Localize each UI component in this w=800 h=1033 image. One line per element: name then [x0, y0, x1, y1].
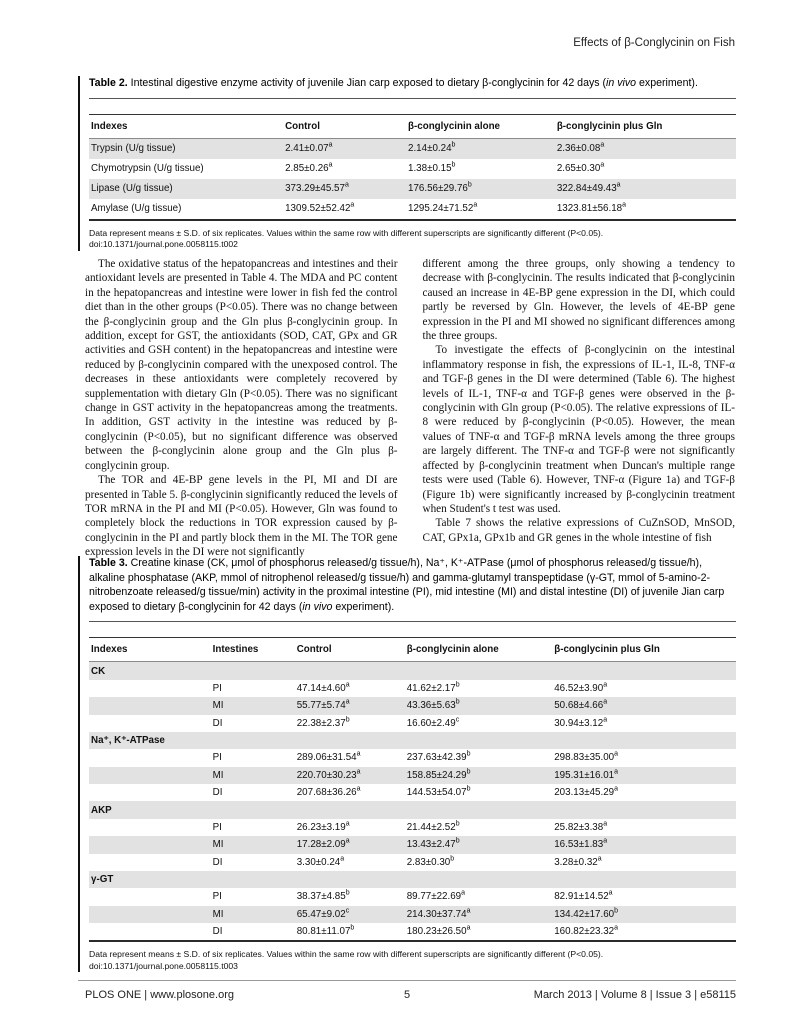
cell-value: 22.38±2.37$^b$ [296, 716, 350, 729]
table2 [89, 114, 736, 221]
footer-journal: PLOS ONE | www.plosone.org [85, 989, 234, 1001]
cell-value: 144.53±54.07$^b$ [406, 785, 471, 799]
table2-footnote: Data represent means ± S.D. of six replicates. Values within the same row with different superscripts are significantly different (P<0.05). [89, 227, 604, 238]
cell-value: 2.14±0.24$^b$ [408, 141, 456, 155]
intestine-label: PI [212, 821, 222, 833]
table3-caption [89, 556, 736, 614]
intestine-label: DI [212, 717, 223, 729]
footer-rule [78, 980, 736, 981]
column-header-control: Control [283, 114, 406, 138]
column-header-indexes: Indexes [89, 638, 211, 662]
table3 [89, 637, 736, 942]
group-row [89, 662, 736, 680]
cell-value: 46.52±3.90$^a$ [554, 681, 608, 694]
cell-value: 17.28±2.09$^a$ [296, 838, 350, 851]
table2-caption-suffix: experiment). [636, 77, 698, 89]
page-footer [78, 980, 736, 1001]
group-label: γ-GT [91, 874, 114, 886]
intestine-label: MI [212, 908, 224, 920]
cell-value: 237.63±42.39$^b$ [406, 751, 471, 764]
group-row [89, 801, 736, 818]
cell-value: 3.28±0.32$^a$ [554, 855, 602, 868]
row-label: Amylase (U/g tissue) [89, 199, 283, 220]
table-row [89, 715, 736, 732]
paragraph: To investigate the effects of β-conglycinin on the intestinal inflammatory response in fish, the expressions of IL-1, IL-8, TNF-α and TGF-β genes in the DI were determined (Table 6). The highest levels of IL-1, TNF-α and TGF-β genes were observed in the β-conglycinin with Gln group (P<0.05). The relative expressions of IL-8 were reduced by β-conglycinin (P<0.05). However, the mean values of TNF-α and TGF-β mRNA levels among the three groups are largely different. The TNF-α and TGF-β were not significantly affected by β-conglycinin treatment when Duncan's multiple range tests were used (Table 6). However, TNF-α (Figure 1a) and TGF-β (Figure 1b) were significantly increased by β-conglycinin treatment when Student's t test was used. [422, 344, 735, 515]
paragraph: Table 7 shows the relative expressions of CuZnSOD, MnSOD, CAT, GPx1a, GPx1b and GR genes in the whole intestine of fish [422, 517, 735, 544]
cell-value: 2.65±0.30$^a$ [556, 161, 605, 175]
table-row [89, 697, 736, 714]
table-row [89, 836, 736, 853]
group-row [89, 871, 736, 888]
cell-value: 65.47±9.02$^c$ [296, 907, 350, 920]
table3-footnote: Data represent means ± S.D. of six replicates. Values within the same row with different superscripts are significantly different (P<0.05). [89, 949, 604, 960]
cell-value: 1323.81±56.18$^a$ [555, 199, 736, 220]
intestine-label: PI [212, 682, 222, 694]
cell-value: 16.60±2.49$^c$ [406, 716, 460, 729]
table2-caption-italic: in vivo [606, 77, 637, 89]
cell-value: 2.83±0.30$^b$ [406, 855, 455, 868]
footer-page-number: 5 [403, 989, 411, 1001]
table2-caption-label: Table 2. [89, 77, 128, 89]
cell-value: 160.82±23.32$^a$ [552, 923, 736, 941]
cell-value: 289.06±31.54$^a$ [296, 751, 361, 764]
cell-value: 195.31±16.01$^a$ [554, 768, 618, 781]
running-title: Effects of β-Conglycinin on Fish [573, 37, 735, 49]
table-row [89, 906, 736, 923]
cell-value: 16.53±1.83$^a$ [554, 838, 608, 851]
cell-value: 89.77±22.69$^a$ [406, 890, 466, 903]
intestine-label: MI [212, 769, 224, 781]
group-label: AKP [91, 804, 112, 816]
group-label: CK [91, 665, 106, 677]
body-left-column [85, 257, 398, 560]
cell-value: 2.36±0.08$^a$ [556, 141, 605, 155]
cell-value: 2.41±0.07$^a$ [285, 141, 333, 155]
cell-value: 41.62±2.17$^b$ [406, 681, 460, 694]
table-row [89, 767, 736, 784]
cell-value: 55.77±5.74$^a$ [296, 699, 350, 712]
table3-doi: doi:10.1371/journal.pone.0058115.t003 [89, 960, 238, 971]
column-header-alone: β-conglycinin alone [405, 638, 553, 662]
table2-doi: doi:10.1371/journal.pone.0058115.t002 [89, 239, 238, 250]
cell-value: 203.13±45.29$^a$ [554, 785, 618, 799]
footer-issue-info: March 2013 | Volume 8 | Issue 3 | e58115 [533, 989, 736, 1001]
table3-caption-label: Table 3. [89, 557, 128, 569]
table-row [89, 199, 736, 220]
intestine-label: MI [212, 839, 224, 851]
table-row [89, 179, 736, 199]
intestine-label: DI [212, 856, 223, 868]
cell-value: 47.14±4.60$^a$ [296, 681, 350, 694]
table-row [89, 819, 736, 836]
row-label: Lipase (U/g tissue) [91, 183, 173, 195]
body-text [85, 257, 735, 560]
table-row [89, 680, 736, 697]
column-header-control: Control [295, 638, 405, 662]
table-row [89, 923, 736, 941]
cell-value: 21.44±2.52$^b$ [406, 820, 460, 833]
cell-value: 30.94±3.12$^a$ [554, 716, 608, 729]
intestine-label: MI [212, 700, 224, 712]
table3-block [78, 556, 736, 972]
column-header-plus-gln: β-conglycinin plus Gln [555, 114, 736, 138]
cell-value: 82.91±14.52$^a$ [554, 890, 613, 903]
group-label: Na⁺, K⁺-ATPase [91, 735, 165, 747]
table3-header-row [89, 638, 736, 662]
cell-value: 214.30±37.74$^a$ [406, 907, 471, 920]
table-row [89, 159, 736, 179]
intestine-label: DI [211, 923, 295, 941]
cell-value: 220.70±30.23$^a$ [296, 768, 361, 781]
cell-value: 373.29±45.57$^a$ [285, 181, 349, 195]
cell-value: 38.37±4.85$^b$ [296, 890, 350, 903]
cell-value: 158.85±24.29$^b$ [406, 768, 471, 781]
column-header-indexes: Indexes [89, 114, 283, 138]
column-header-plus-gln: β-conglycinin plus Gln [552, 638, 736, 662]
intestine-label: PI [212, 752, 222, 764]
body-right-column [423, 257, 736, 560]
table2-caption [89, 76, 736, 91]
cell-value: 25.82±3.38$^a$ [554, 820, 608, 833]
table2-caption-text: Intestinal digestive enzyme activity of juvenile Jian carp exposed to dietary β-conglycinin for 42 days ( [130, 77, 607, 89]
table2-header-row [89, 114, 736, 138]
row-label: Chymotrypsin (U/g tissue) [91, 163, 204, 175]
table-row [89, 749, 736, 766]
cell-value: 13.43±2.47$^b$ [406, 838, 460, 851]
table3-caption-suffix: experiment). [332, 600, 395, 613]
cell-value: 1.38±0.15$^b$ [408, 161, 456, 175]
group-row [89, 732, 736, 749]
caption-rule [89, 621, 736, 622]
paragraph: The TOR and 4E-BP gene levels in the PI, MI and DI are presented in Table 5. β-conglycinin significantly reduced the levels of TOR mRNA in the PI and MI (P<0.05). However, Gln was found to completely block the reductions in TOR expression caused by β-conglycinin in the PI and partly block them in the MI. The TOR gene expression levels in the DI were not significantly [85, 474, 398, 559]
column-header-alone: β-conglycinin alone [406, 114, 555, 138]
cell-value: 50.68±4.66$^a$ [554, 699, 608, 712]
row-label: Trypsin (U/g tissue) [91, 143, 176, 155]
cell-value: 322.84±49.43$^a$ [556, 181, 621, 195]
table-row [89, 854, 736, 871]
intestine-label: DI [212, 787, 223, 799]
cell-value: 298.83±35.00$^a$ [554, 751, 618, 764]
table-row [89, 888, 736, 905]
cell-value: 2.85±0.26$^a$ [285, 161, 333, 175]
table-row [89, 784, 736, 801]
paragraph: different among the three groups, only showing a tendency to decrease with β-conglycinin. The results indicated that β-conglycinin caused an increase in 4E-BP gene expression in the DI, which could partly be reversed by Gln. However, the levels of 4E-BP gene expression in the PI and MI showed no significant differences among the three groups. [422, 258, 735, 343]
cell-value: 180.23±26.50$^a$ [405, 923, 553, 941]
cell-value: 43.36±5.63$^b$ [406, 699, 460, 712]
paragraph: The oxidative status of the hepatopancreas and intestines and their antioxidant levels are presented in Table 4. The MDA and PC content in the hepatopancreas and intestine were lower in fish fed the control diet than in the other groups (P<0.05). There was no change between the β-conglycinin group and the Gln plus β-conglycinin group. In addition, except for GST, the antioxidants (SOD, CAT, GPx and GR activities and GSH content) in the hepatopancreas and intestine were reduced by β-conglycinin compared with the unexposed control. The decreases in these antioxidants were completely recovered by supplementation with dietary Gln (P<0.05). There was no significant change in GST activity in the hepatopancreas among the treatments. In addition, GST activity in the intestine was reduced by β-conglycinin (P<0.05), but no significant difference was observed between the β-conglycinin alone group and the Gln plus β-conglycinin group. [85, 258, 398, 472]
cell-value: 26.23±3.19$^a$ [296, 820, 350, 833]
cell-value: 3.30±0.24$^a$ [296, 855, 345, 868]
cell-value: 80.81±11.07$^b$ [295, 923, 405, 941]
cell-value: 1295.24±71.52$^a$ [406, 199, 555, 220]
table-row [89, 138, 736, 159]
table2-block [78, 76, 736, 251]
caption-rule [89, 98, 736, 99]
cell-value: 1309.52±52.42$^a$ [283, 199, 406, 220]
cell-value: 134.42±17.60$^b$ [554, 907, 618, 920]
cell-value: 176.56±29.76$^b$ [408, 181, 472, 195]
column-header-intestines: Intestines [211, 638, 295, 662]
table3-caption-italic: in vivo [302, 600, 333, 613]
cell-value: 207.68±36.26$^a$ [296, 785, 361, 799]
intestine-label: PI [212, 891, 222, 903]
table3-caption-text: Creatine kinase (CK, μmol of phosphorus released/g tissue/h), Na⁺, K⁺-ATPase (μmol of phosphorus released/g tissue/h), alkaline phosphatase (AKP, mmol of nitrophenol released/g tissue/h) and gamma-glutamyl transpeptidase (γ-GT, mmol of 5-amino-2-nitrobenzoate released/g tissue/min) activity in the proximal intestine (PI), mid intestine (MI) and distal intestine (DI) of juvenile Jian carp exposed to dietary β-conglycinin for 42 days ( [89, 557, 725, 613]
